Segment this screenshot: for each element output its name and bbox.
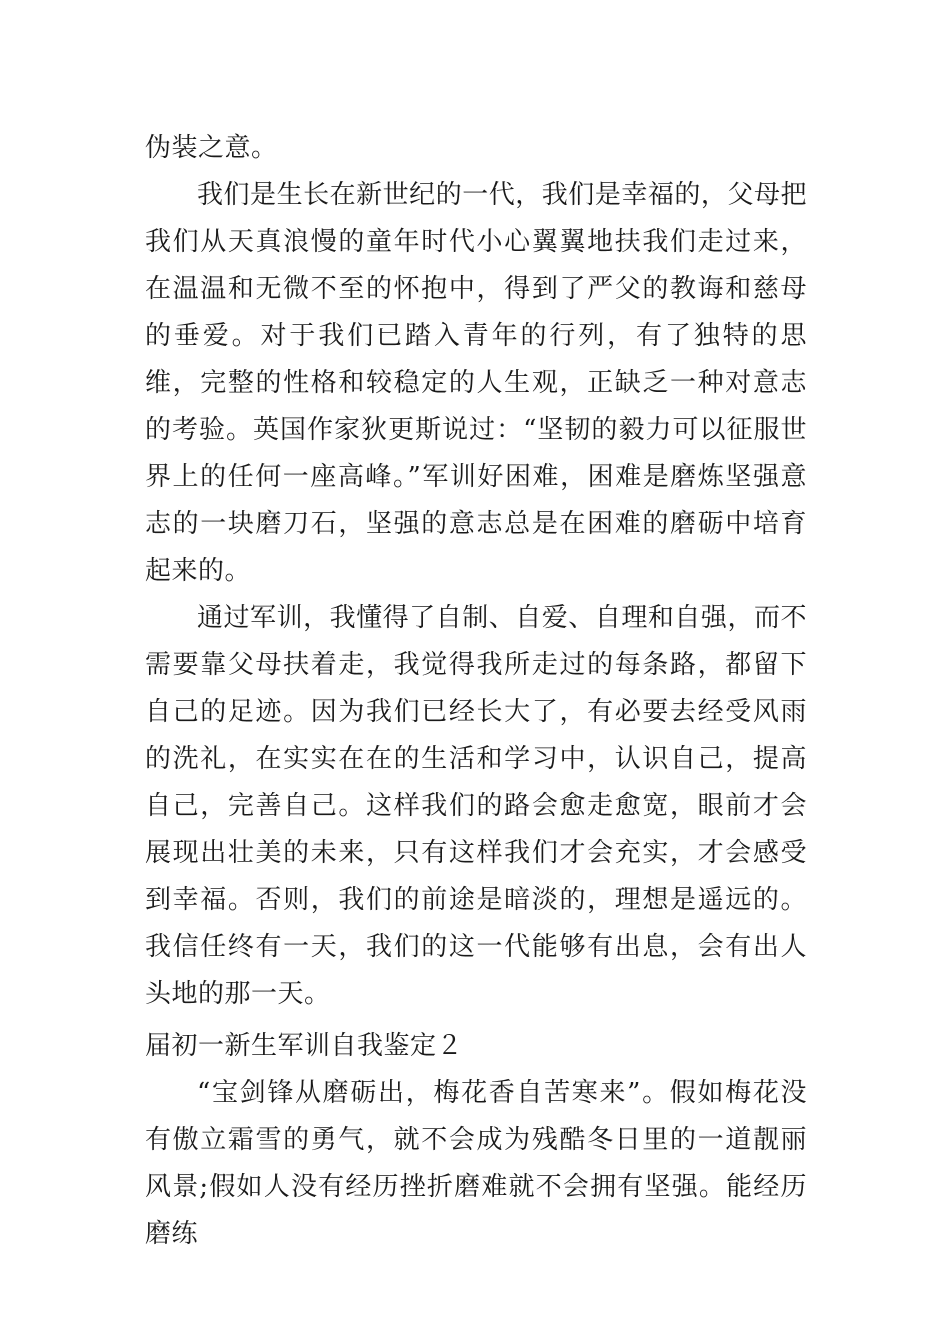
- paragraph: 我们是生长在新世纪的一代，我们是幸福的，父母把我们从天真浪慢的童年时代小心翼翼地扶我们走过来，在温温和无微不至的怀抱中，得到了严父的教诲和慈母的垂爱。对于我们已踏入青年的行列，有了独特的思维，完整的性格和较稳定的人生观，正缺乏一种对意志的考验。英国作家狄更斯说过：“坚韧的毅力可以征服世界上的任何一座高峰。”军训好困难，困难是磨炼坚强意志的一块磨刀石，坚强的意志总是在困难的磨砺中培育起来的。: [145, 180, 807, 586]
- paragraph: “宝剑锋从磨砺出，梅花香自苦寒来”。假如梅花没有傲立霜雪的勇气，就不会成为残酷冬日里的一道靓丽风景;假如人没有经历挫折磨难就不会拥有坚强。能经历磨练: [145, 1078, 807, 1249]
- paragraph: 通过军训，我懂得了自制、自爱、自理和自强，而不需要靠父母扶着走，我觉得我所走过的每条路，都留下自己的足迹。因为我们已经长大了，有必要去经受风雨的洗礼，在实实在在的生活和学习中，认识自己，提高自己，完善自己。这样我们的路会愈走愈宽，眼前才会展现出壮美的未来，只有这样我们才会充实，才会感受到幸福。否则，我们的前途是暗淡的，理想是遥远的。我信任终有一天，我们的这一代能够有出息，会有出人头地的那一天。: [145, 603, 807, 1009]
- body-text-top: [145, 125, 807, 1018]
- paragraph-continuation: 伪装之意。: [145, 133, 278, 163]
- section-heading: 届初一新生军训自我鉴定２: [145, 1031, 464, 1061]
- body-text-bottom: [145, 1023, 807, 1258]
